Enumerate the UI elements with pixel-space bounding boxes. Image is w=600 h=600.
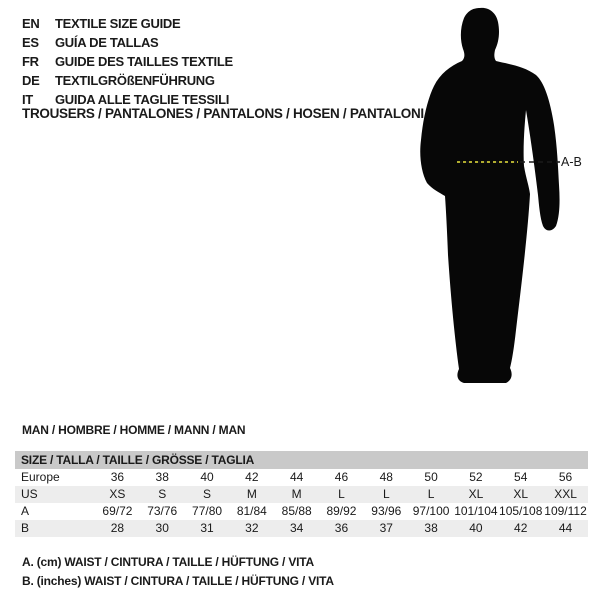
size-cell: 93/96 [371, 504, 402, 518]
language-title: TEXTILE SIZE GUIDE [55, 16, 181, 31]
size-cell: 31 [200, 521, 214, 535]
size-cell: 109/112 [544, 504, 587, 518]
table-row-europe [15, 469, 588, 486]
size-cell: 30 [155, 521, 169, 535]
size-cell: S [158, 487, 167, 501]
size-cell: 48 [379, 470, 393, 484]
size-cell: S [203, 487, 212, 501]
row-label: US [21, 487, 38, 501]
size-cell: 54 [514, 470, 528, 484]
language-row-fr [22, 52, 233, 71]
size-cell: 38 [155, 470, 169, 484]
man-silhouette-icon [410, 0, 600, 400]
size-cell: XS [109, 487, 126, 501]
man-silhouette-figure [410, 0, 600, 400]
size-cell: 81/84 [236, 504, 267, 518]
size-cell: 40 [469, 521, 483, 535]
size-cell: 28 [110, 521, 125, 535]
size-cell: 50 [424, 470, 438, 484]
size-cell: 69/72 [102, 504, 133, 518]
measurement-footnotes [22, 553, 334, 590]
size-cell: 85/88 [281, 504, 312, 518]
size-cell: XL [468, 487, 484, 501]
size-cell: 105/108 [499, 504, 543, 518]
size-cell: 97/100 [412, 504, 450, 518]
size-cell: L [382, 487, 390, 501]
language-title: GUIDE DES TAILLES TEXTILE [55, 54, 233, 69]
measure-label-ab: A-B [561, 155, 582, 169]
language-code: DE [22, 73, 40, 88]
size-cell: 44 [558, 521, 573, 535]
footnote-a: A. (cm) WAIST / CINTURA / TAILLE / HÜFTUNG / VITA [22, 555, 314, 569]
size-cell: 77/80 [192, 504, 223, 518]
language-code: EN [22, 16, 40, 31]
language-row-es [22, 33, 233, 52]
size-cell: 89/92 [326, 504, 357, 518]
size-cell: M [246, 487, 257, 501]
footnote-b: B. (inches) WAIST / CINTURA / TAILLE / HÜFTUNG / VITA [22, 573, 334, 588]
size-cell: 38 [424, 521, 438, 535]
size-cell: 36 [334, 521, 349, 535]
table-row-us [15, 486, 588, 503]
table-row-a [15, 503, 588, 520]
language-title: TEXTILGRÖßENFÜHRUNG [55, 73, 215, 88]
size-cell: 37 [379, 521, 393, 535]
size-cell: 36 [110, 470, 125, 484]
language-code: ES [22, 35, 39, 50]
size-cell: 40 [200, 470, 214, 484]
row-label: B [21, 521, 30, 535]
size-cell: XXL [554, 487, 577, 501]
size-table-rows [15, 469, 588, 537]
size-cell: 46 [334, 470, 349, 484]
size-cell: 101/104 [454, 504, 498, 518]
language-row-de [22, 71, 233, 90]
size-cell: 42 [514, 521, 528, 535]
row-label: A [21, 504, 30, 518]
size-table [15, 451, 588, 537]
language-code: IT [22, 92, 33, 107]
garment-title: TROUSERS / PANTALONES / PANTALONS / HOSEN / PANTALONI [22, 106, 424, 121]
size-cell: L [427, 487, 435, 501]
size-cell: 52 [469, 470, 483, 484]
size-cell: 34 [289, 521, 304, 535]
language-code: FR [22, 54, 39, 69]
size-cell: XL [513, 487, 529, 501]
size-table-header: SIZE / TALLA / TAILLE / GRÖSSE / TAGLIA [15, 451, 588, 469]
language-list [22, 14, 233, 109]
size-cell: 56 [558, 470, 573, 484]
language-title: GUÍA DE TALLAS [55, 35, 159, 50]
language-row-en [22, 14, 233, 33]
size-cell: 42 [245, 470, 259, 484]
size-cell: 32 [245, 521, 259, 535]
language-title: GUIDA ALLE TAGLIE TESSILI [55, 92, 230, 107]
table-row-b [15, 520, 588, 537]
row-label: Europe [21, 470, 60, 484]
size-cell: 44 [289, 470, 304, 484]
section-title-man: MAN / HOMBRE / HOMME / MANN / MAN [22, 423, 246, 437]
size-cell: 73/76 [147, 504, 178, 518]
size-cell: L [338, 487, 345, 501]
size-cell: M [291, 487, 302, 501]
